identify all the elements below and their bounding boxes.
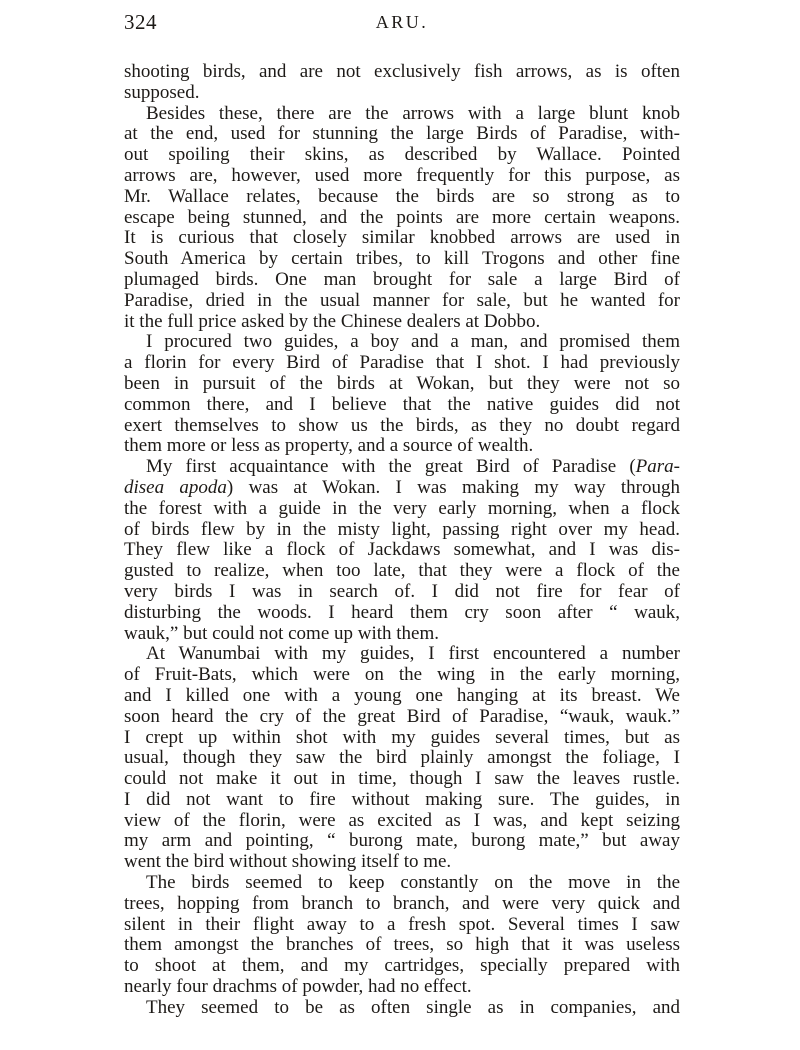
text-line: disturbing the woods. I heard them cry soon after “ wauk,	[124, 602, 680, 623]
text-line: I procured two guides, a boy and a man, and promised them	[146, 332, 680, 353]
text-line: Mr. Wallace relates, because the birds are so strong as to	[124, 186, 680, 207]
text-line: disea apoda) was at Wokan. I was making my way through	[124, 477, 680, 498]
text-line: them more or less as property, and a source of wealth.	[124, 436, 534, 457]
text-line: been in pursuit of the birds at Wokan, but they were not so	[124, 373, 680, 394]
text-line: I crept up within shot with my guides several times, but as	[124, 727, 680, 748]
text-line: soon heard the cry of the great Bird of Paradise, “wauk, wauk.”	[124, 706, 680, 727]
text-line: arrows are, however, used more frequently for this purpose, as	[124, 165, 680, 186]
text-line: could not make it out in time, though I saw the leaves rustle.	[124, 769, 680, 790]
page-number: 324	[124, 10, 157, 34]
species-name: disea apoda	[124, 477, 227, 498]
text-line: Paradise, dried in the usual manner for sale, but he wanted for	[124, 290, 680, 311]
text-line: plumaged birds. One man brought for sale a large Bird of	[124, 269, 680, 290]
text-line: silent in their flight away to a fresh spot. Several times I saw	[124, 914, 680, 935]
text-line: out spoiling their skins, as described by Wallace. Pointed	[124, 145, 680, 166]
text-line: view of the florin, were as excited as I was, and kept seizing	[124, 810, 680, 831]
text-line: escape being stunned, and the points are more certain weapons.	[124, 207, 680, 228]
text-line: wauk,” but could not come up with them.	[124, 623, 440, 644]
text-line: At Wanumbai with my guides, I first encountered a number	[146, 644, 680, 665]
text-line: I did not want to fire without making sure. The guides, in	[124, 789, 680, 810]
text-line: a florin for every Bird of Paradise that I shot. I had previously	[124, 353, 680, 374]
text-line: nearly four drachms of powder, had no effect.	[124, 977, 472, 998]
body-text	[124, 62, 680, 1019]
text-line: supposed.	[124, 82, 200, 103]
text-line: the forest with a guide in the very early morning, when a flock	[124, 498, 680, 519]
text-line: The birds seemed to keep constantly on the move in the	[146, 873, 680, 894]
text-line: and I killed one with a young one hanging at its breast. We	[124, 685, 680, 706]
text-line: of Fruit-Bats, which were on the wing in the early morning,	[124, 665, 680, 686]
text-line: it the full price asked by the Chinese dealers at Dobbo.	[124, 311, 541, 332]
text-line: My first acquaintance with the great Bird of Paradise (Para-	[146, 457, 680, 478]
text-line: They seemed to be as often single as in companies, and	[146, 997, 680, 1018]
text-line: them amongst the branches of trees, so high that it was useless	[124, 935, 680, 956]
text-line: my arm and pointing, “ burong mate, burong mate,” but away	[124, 831, 680, 852]
text-line: They flew like a flock of Jackdaws somewhat, and I was dis-	[124, 540, 680, 561]
text-line: It is curious that closely similar knobbed arrows are used in	[124, 228, 680, 249]
text-line: usual, though they saw the bird plainly amongst the foliage, I	[124, 748, 680, 769]
text-line: Besides these, there are the arrows with a large blunt knob	[146, 103, 680, 124]
text-line: gusted to realize, when too late, that they were a flock of the	[124, 561, 680, 582]
text-line: shooting birds, and are not exclusively fish arrows, as is often	[124, 62, 680, 82]
text-line: common there, and I believe that the native guides did not	[124, 394, 680, 415]
text-line: very birds I was in search of. I did not fire for fear of	[124, 581, 680, 602]
text-line: South America by certain tribes, to kill Trogons and other fine	[124, 249, 680, 270]
running-title: ARU.	[375, 12, 429, 32]
text-line: exert themselves to show us the birds, as they no doubt regard	[124, 415, 680, 436]
text-line: at the end, used for stunning the large Birds of Paradise, with-	[124, 124, 680, 145]
text-line: trees, hopping from branch to branch, and were very quick and	[124, 893, 680, 914]
running-head	[124, 10, 680, 50]
text-line: went the bird without showing itself to me.	[124, 852, 452, 873]
text-line: of birds flew by in the misty light, passing right over my head.	[124, 519, 680, 540]
text-line: to shoot at them, and my cartridges, specially prepared with	[124, 956, 680, 977]
species-name: Para-	[635, 457, 680, 478]
